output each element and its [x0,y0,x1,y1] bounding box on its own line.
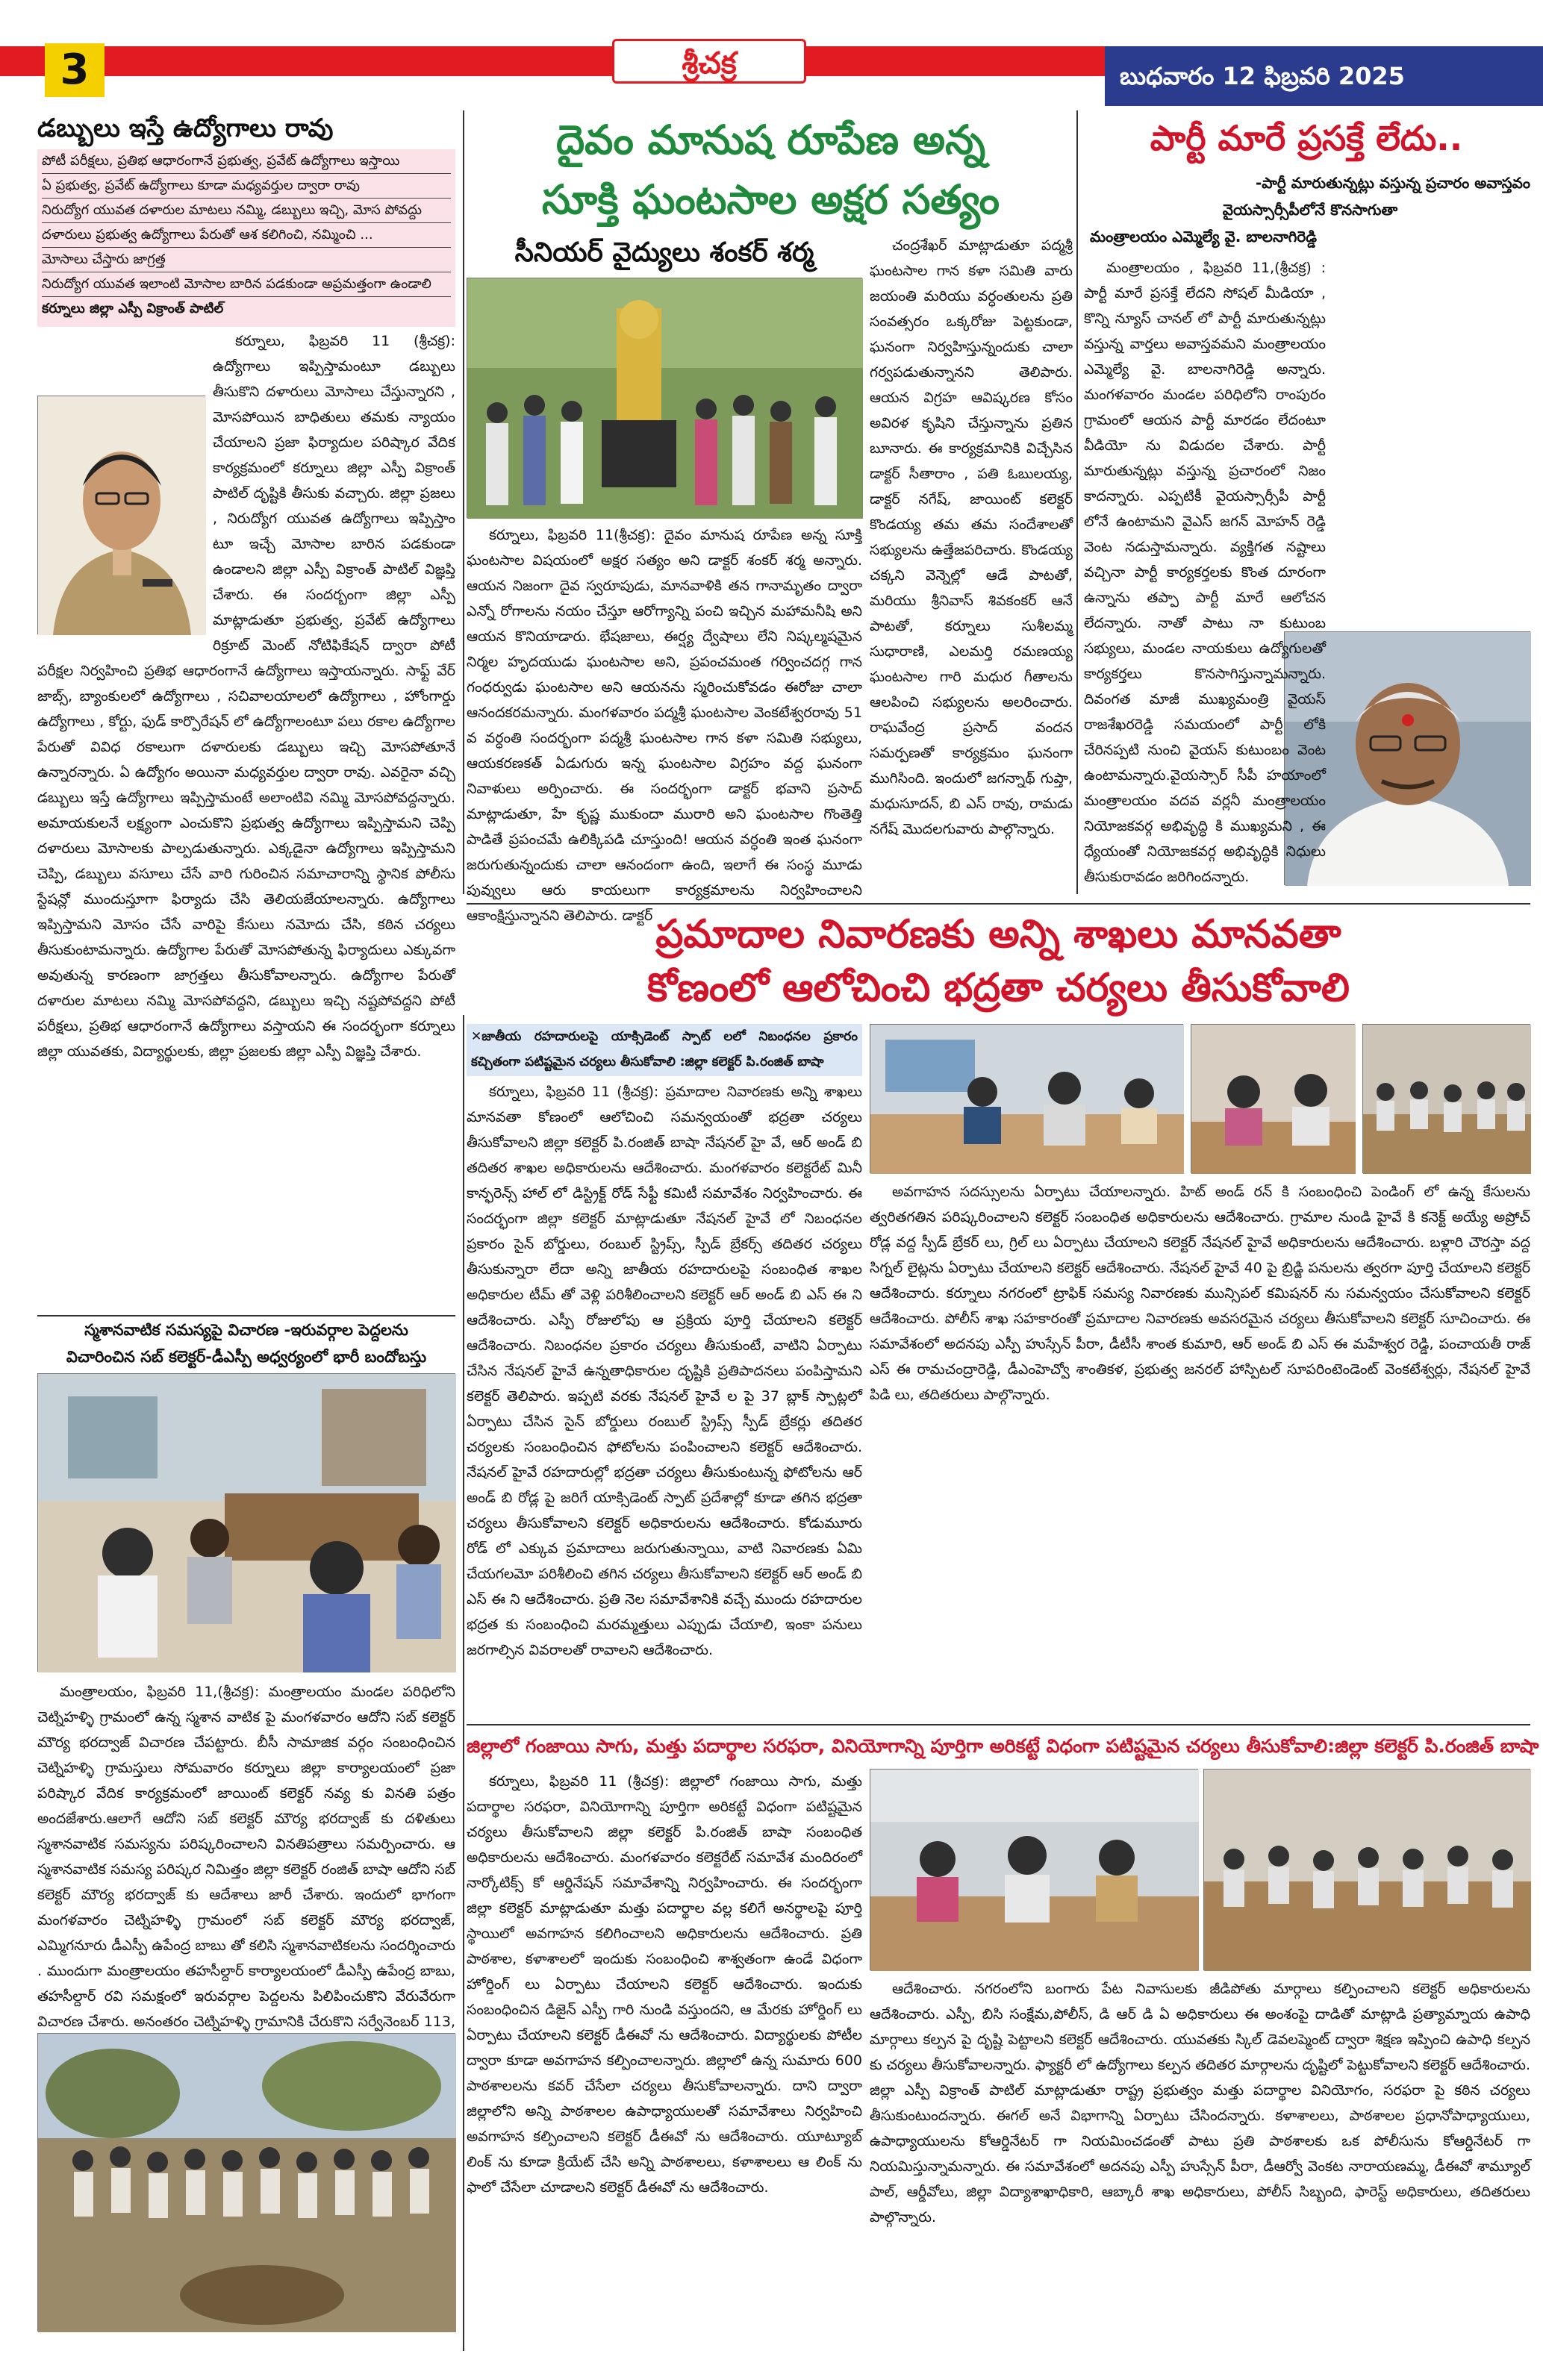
page-number: 3 [45,43,105,97]
center-story-body-left [467,522,862,924]
left-story2-paragraph: మంత్రాలయం, ఫిబ్రవరి 11,(శ్రీచక్ర): మంత్రాలయం మండల పరిధిలోని చెట్నిహళ్ళి గ్రామంలో ఉన్న స్మశాన వాటిక పై మంగళవారం ఆదోని సబ్ కలెక్టర్ మౌర్య భరద్వాజ్ విచారణ చేపట్టారు. బీసీ సామాజిక వర్గం సంబంధించిన చెట్నిహళ్ళి గ్రామస్తులు సోమవారం కర్నూలు జిల్లా కార్యాలయంలో ప్రజా పరిష్కార వేదిక కార్యక్రమంలో జాయింట్ కలెక్టర్ నవ్య కు వినతి పత్రం అందజేశారు.ఆలాగే ఆదోని సబ్ కలెక్టర్ మౌర్య భరద్వాజ్ కు దళితులు స్మశానవాటిక సమస్యను పరిష్కరించాలని వినతిపత్రాలు సమర్పించారు. ఆ స్మశానవాటిక సమస్య పరిష్కర నిమిత్తం జిల్లా కలెక్టర్ రంజిత్ బాషా ఆదోని సబ్ కలెక్టర్ మౌర్య భరద్వాజ్ కు ఆదేశాలు జారీ చేశారు. ఇందులో భాగంగా మంగళవారం చెట్నిహళ్ళి గ్రామంలో సబ్ కలెక్టర్ మౌర్య భరద్వాజ్, ఎమ్మిగనూరు డీఎస్పీ ఉపేంద్ర బాబు తో కలిసి స్మశానవాటికలను సందర్శించారు . ముందుగా మంత్రాలయం తహసీల్దార్ కార్యాలయంలో డీఎస్పీ ఉపేంద్ర బాబు, తహసీల్దార్ రవి సమక్షంలో ఇరువర్గాల పెద్దలను పిలిపించుకొని వేరువేరుగా విచారణ చేశారు. అనంతరం చెట్నిహళ్ళి గ్రామానికి చేరుకొని సర్వేనెంబర్ 113, [37,1684,455,2030]
left-story-body [37,328,455,1312]
accident-body-left [467,1079,862,1720]
column-rule [463,110,464,894]
portrait-spacer [37,328,213,642]
ganja-paragraph: కర్నూలు, ఫిబ్రవరి 11 (శ్రీచక్ర): జిల్లాలో గంజాయి సాగు, మత్తు పదార్థాల సరఫరా, వినియోగాన్ని పూర్తిగా అరికట్టే విధంగా పటిష్టమైన చర్యలు తీసుకోవాలని జిల్లా కలెక్టర్ పి.రంజిత్ బాషా సంబంధిత అధికారులను ఆదేశించారు. మంగళవారం కలెక్టరేట్ సమావేశ మందిరంలో నార్కోటిక్స్ కో ఆర్డినేషన్ సమావేశాన్ని నిర్వహించారు. ఈ సందర్భంగా జిల్లా కలెక్టర్ మాట్లాడుతూ మత్తు పదార్థాల వల్ల కలిగే అనర్థాలపై పూర్తి స్థాయిలో అవగాహన కలిగించాలని అధికారులను ఆదేశించారు. ప్రతి పాఠశాల, కళాశాలలో ఇందుకు సంబంధించి శాశ్వతంగా ఉండే విధంగా హోర్డింగ్ లు ఏర్పాటు చేయాలని కలెక్టర్ ఆదేశించారు. ఇందుకు సంబంధించిన డిజైన్ ఎస్పీ గారి నుండి వస్తుందని, ఆ మేరకు హోర్డింగ్ లు ఏర్పాటు చేయాలని కలెక్టర్ డీఈవో ను ఆదేశించారు. విద్యార్థులకు పోటీల ద్వారా కూడా అవగాహన కల్పించాలన్నారు. జిల్లాలో ఉన్న సుమారు 600 పాఠశాలలను కవర్ చేసేలా చర్యలు తీసుకోవాలన్నారు. దాని ద్వారా జిల్లాలోని అన్ని పాఠశాలల ఉపాధ్యాయులతో సమావేశాలు నిర్వహించి అవగాహన కల్పించాలని కలెక్టర్ డీఈవో ను ఆదేశించారు. యూట్యూబ్ లింక్ ను కూడా క్రియేట్ చేసి అన్ని పాఠశాలలు, కళాశాలలు ఆ లింక్ ను ఫాలో చేసేలా చూడాలని కలెక్టర్ డీఈవో ను ఆదేశించారు. [467,1773,862,2196]
accident-paragraph: కర్నూలు, ఫిబ్రవరి 11 (శ్రీచక్ర): ప్రమాదాల నివారణకు అన్ని శాఖలు మానవతా కోణంలో ఆలోచించి సమన్వయంతో భద్రతా చర్యలు తీసుకోవాలని జిల్లా కలెక్టర్ పి.రంజిత్ బాషా నేషనల్ హై వే, ఆర్ అండ్ బి తదితర శాఖల అధికారులను ఆదేశించారు. మంగళవారం కలెక్టరేట్ మినీ కాన్ఫరెన్స్ హాల్ లో డిస్ట్రిక్ట్ రోడ్ సేఫ్టీ కమిటీ సమావేశం నిర్వహించారు. ఈ సందర్భంగా జిల్లా కలెక్టర్ మాట్లాడుతూ నేషనల్ హైవే లో నిబంధనల ప్రకారం సైన్ బోర్డులు, రంబుల్ స్ట్రిప్స్, స్పీడ్ బ్రేకర్స్ తదితర చర్యలు తీసుకున్నారా లేదా అన్ని జాతీయ రహదారులపై సంబంధిత శాఖల అధికారుల టీమ్ తో వెళ్లి పరిశీలించాలని కలెక్టర్ ఆర్ అండ్ బి ఎస్ ఈ ని ఆదేశించారు. ఎస్పీ రోజులోపు ఆ ప్రక్రియ పూర్తి చేయాలని కలెక్టర్ ఆదేశించారు. నిబంధనల ప్రకారం చర్యలు తీసుకుంటే, వాటిని ఏర్పాటు చేసిన నేషనల్ హైవే ఉన్నతాధికారుల దృష్టికి ప్రతిపాదనలు పంపిస్తామని కలెక్టర్ తెలిపారు. ఇప్పటి వరకు నేషనల్ హైవే ల పై 37 బ్లాక్ స్పాట్లలో ఏర్పాటు చేసిన సైన్ బోర్డులు రంబుల్ స్ట్రిప్స్ స్పీడ్ బ్రేకర్లు తదితర చర్యలకు సంబంధించిన ఫోటోలను పంపించాలని కలెక్టర్ ఆదేశించారు. నేషనల్ హైవే రహదారుల్లో భద్రతా చర్యలు తీసుకుంటున్న ఫోటోలను ఆర్ అండ్ బి రోడ్ల పై జరిగే యాక్సిడెంట్ స్పాట్ ప్రదేశాల్లో కూడా తగిన భద్రతా చర్యలు తీసుకోవాలని కలెక్టర్ అధికారులను ఆదేశించారు. కోడుమూరు రోడ్ లో ఎక్కువ ప్రమాదాలు జరుగుతున్నాయి, వాటి నివారణకు ఏమి చేయగలమో పరిశీలించి తగిన చర్యలు తీసుకోవాలని కలెక్టర్ ఆర్ అండ్ బి ఎస్ ఈ ని ఆదేశించారు. ప్రతి నెల సమావేశానికి వచ్చే ముందు రహదారుల భద్రత కు సంబంధించి మరమ్మత్తులు ఎప్పుడు చేయాలి, ఇంకా పనులు జరగాల్సిన వివరాలతో రావాలని ఆదేశించారు. [467,1084,862,1658]
meeting-photo-icon [1191,1025,1356,1174]
paper-logo: శ్రీచక్ర [612,39,806,84]
center-story-paragraph: చంద్రశేఖర్ మాట్లాడుతూ పద్మశ్రీ ఘంటసాల గాన కళా సమితి వారు జయంతి మరియు వర్ధంతులను ప్రతి సంవత్సరం ఒక్కరోజు పెట్టకుండా, ఘనంగా నిర్వహిస్తున్నందుకు చాలా గర్వపడుతున్నానని తెలిపారు. ఆయన విగ్రహ ఆవిష్కరణ కోసం అవిరళ కృషిని చేస్తున్నాను ప్రతిన బూనారు. ఈ కార్యక్రమానికి విచ్చేసిన డాక్టర్ సీతారాం , పతి ఓబులయ్య, డాక్టర్ నగేష్, జాయింట్ కలెక్టర్ కొండయ్య తమ తమ సందేశాలతో సభ్యులను ఉత్తేజపరిచారు. కొండయ్య చక్కని వెన్నెల్లో ఆడే పాటతో, మరియు శ్రీనివాస్ శివకంకర్ ఆనే పాటతో, కర్నూలు సుశీలమ్మ సుధారాణి, ఎలమర్తి రమణయ్య ఘంటసాల గారి మధుర గీతాలను ఆలపించి సభ్యులను అలరించారు. రాఘవేంద్ర ప్రసాద్ వందన సమర్పణతో కార్యక్రమం ఘనంగా ముగిసింది. ఇందులో జగన్నాథ్ గుప్తా, మధుసూదన్, బి ఎస్ రావు, రామడు నగేష్ మొదలగువారు పాల్గొన్నారు. [870,237,1073,837]
right-bullet: -పార్టీ మారుతున్నట్లు వస్తున్న ప్రచారం అవాస్తవం [1256,174,1530,192]
accident-paragraph: అవగాహన సదస్సులను ఏర్పాటు చేయాలన్నారు. హిట్ అండ్ రన్ కి సంబంధించి పెండింగ్ లో ఉన్న కేసులను త్వరితగతిన పరిష్కరించాలని కలెక్టర్ సంబంధిత అధికారులను ఆదేశించారు. గ్రామాల నుండి హైవే కి కనెక్ట్ అయ్యే అప్రోచ్ రోడ్ల వద్ద స్పీడ్ బ్రేకర్ లు, గ్రిల్ లు ఏర్పాటు చేయాలని కలెక్టర్ నేషనల్ హైవే అధికారులను ఆదేశించారు. బళ్లారి చౌరస్తా వద్ద సిగ్నల్ లైట్లను ఏర్పాటు చేయాలని కలెక్టర్ ఆదేశించారు. నేషనల్ హైవే 40 పై బ్రిడ్జి పనులను త్వరగా పూర్తి చేయాలని కలెక్టర్ ఆదేశించారు. కర్నూలు నగరంలో ట్రాఫిక్ సమస్య నివారణకు మున్సిపల్ కమిషనర్ ను సమన్వయం చేసుకోవాలని కలెక్టర్ ఆదేశించారు. పోలీస్ శాఖ సహకారంతో ప్రమాదాల నివారణకు అవసరమైన చర్యలు తీసుకోవాలని కలెక్టర్ సూచించారు. ఈ సమావేశంలో అదనపు ఎస్పీ హుస్సేన్ పీరా, డీటీసీ శాంత కుమారి, ఆర్ అండ్ బి ఎస్ ఈ మహేశ్వర రెడ్డి, పంచాయతీ రాజ్ ఎస్ ఈ రామచంద్రారెడ్డి, డీఎంహెచ్వో శాంతికళ, ప్రభుత్వ జనరల్ హాస్పిటల్ సూపరింటెండెంట్ వెంకటేశ్వర్లు, నేషనల్ హైవే పిడి లు, తదితరులు పాల్గొన్నారు. [870,1184,1530,1403]
left-story2-title-line2: విచారించిన సబ్ కలెక్టర్-డీఎస్పీ అధ్వర్యంలో భారీ బందోబస్తు [66,1348,427,1366]
accident-body-right [870,1179,1530,1720]
meeting-photo-icon [1204,1770,1531,1971]
ganja-headline: జిల్లాలో గంజాయి సాగు, మత్తు పదార్థాల సరఫరా, వినియోగాన్ని పూర్తిగా అరికట్టే విధంగా పటిష్టమైన చర్యలు తీసుకోవాలి:జిల్లా కలెక్టర్ పి.రంజిత్ బాషా [467,1735,1539,1757]
right-bullet: వైయస్సార్సీపీలోనే కొనసాగుతా [1222,201,1398,219]
left-story2-heading [37,1315,455,1370]
left-story2-body [37,1679,455,2030]
center-story-paragraph: కర్నూలు, ఫిబ్రవరి 11(శ్రీచక్ర): దైవం మానుష రూపేణ అన్న సూక్తి ఘంటసాల విషయంలో అక్షర సత్యం అని డాక్టర్ శంకర్ శర్మ అన్నారు. ఆయన నిజంగా దైవ స్వరూపుడు, మానవాళికి తన గానామృతం ద్వారా ఎన్నో రోగాలను నయం చేస్తూ ఆరోగ్యాన్ని పంచి ఇచ్చిన మహామనీషి అని ఆయన కొనియాడారు. భేషజాలు, ఈర్ష్య ద్వేషాలు లేని నిష్కల్మషమైన నిర్మల హృదయుడు ఘంటసాల అని, ప్రపంచమంత గర్వించదగ్గ గాన గంధర్వుడు ఘంటసాల అని ఆయనను స్మరించుకోవడం ఈరోజు చాలా ఆనందకరమన్నారు. మంగళవారం పద్మశ్రీ ఘంటసాల వెంకటేశ్వరరావు 51 వ వర్ధంతి సందర్భంగా పద్మశ్రీ ఘంటసాల గాన కళా సమితి సభ్యులు, ఆయకరణకత్ ఏడుగురు ఇన్న ఘంటసాల విగ్రహం వద్ద ఘనంగా నివాళులు అర్పించారు. ఈ సందర్భంగా డాక్టర్ భవాని ప్రసాద్ మాట్లాడుతూ, హే కృష్ణ ముకుందా మురారి అని ఘంటసాల గొంతెత్తి పాడితే ప్రపంచమే ఉలిక్కిపడి చూస్తుంది! ఆయన వర్ధంతి ఇంత ఘనంగా జరుగుతున్నందుకు చాలా ఆనందంగా ఉంది, ఇలాగే ఈ సంస్థ మూడు పువ్వులు ఆరు కాయలుగా కార్యక్రమాలను నిర్వహించాలని ఆకాంక్షిస్తున్నానని తెలిపారు. డాక్టర్ [467,527,862,924]
right-story-paragraph: మంత్రాలయం , ఫిబ్రవరి 11,(శ్రీచక్ర) : పార్టీ మారే ప్రసక్తే లేదని సోషల్ మీడియా , కొన్ని న్యూస్ చానల్ లో పార్టీ మారుతున్నట్లు వస్తున్న వార్తలు అవాస్తవమని మంత్రాలయం ఎమ్మెల్యే వై. బాలనాగిరెడ్డి అన్నారు. మంగళవారం మండల పరిధిలోని రాంపురం గ్రామంలో ఆయన పార్టీ మారడం లేదంటూ వీడియో ను విడుదల చేశారు. పార్టీ మారుతున్నట్లు వస్తున్న ప్రచారంలో నిజం కాదన్నారు. ఎప్పటికీ వైయస్సార్సీపీ పార్టీ లోనే ఉంటామని వైఎస్ జగన్ మోహన్ రెడ్డి వెంట నడుస్తామన్నారు. వ్యక్తిగత నష్టాలు వచ్చినా పార్టీ కార్యకర్తలకు కొంత దూరంగా ఉన్నాను తప్పా పార్టీ మారే ఆలోచన లేదన్నారు. నాతో పాటు నా కుటుంబ సభ్యులు, మండల నాయకులు ఉద్యోగులతో కార్యకర్తలు కొనసాగిస్తున్నామన్నారు. దివంగత మాజీ ముఖ్యమంత్రి వైయస్ రాజశేఖరరెడ్డి సమయంలో పార్టీ లోకి చేరినప్పటి నుంచి వైయస్ కుటుంబం వెంట ఉంటామన్నారు.వైయస్సార్ సీపీ హయాంలో మంత్రాలయం వదవ వర్లనీ మంత్రాలయం నియోజకవర్గ అభివృద్ధి కి ముఖ్యమని , ఈ ధ్యేయంతో నియోజకవర్గ అభివృద్ధికి నిధులు తీసుకురావడం జరిగిందన్నారు. [1084,260,1326,885]
mid-banner-line1: ప్రమాదాల నివారణకు అన్ని శాఖలు మానవతా [655,912,1341,957]
center-story-body-right [870,233,1073,896]
meeting-photo-icon [870,1025,1184,1174]
left-bullet: పోటీ పరీక్షలు, ప్రతిభ ఆధారంగానే ప్రభుత్వ, ప్రవేట్ ఉద్యోగాలు ఇస్తాయి [42,149,451,174]
column-rule [463,1015,464,2351]
column-rule [1076,110,1078,894]
masthead-red-bar [0,46,1105,76]
center-headline-line2: సూక్తి ఘంటసాల అక్షర సత్యం [541,176,1000,223]
right-byline: మంత్రాలయం ఎమ్మెల్యే వై. బాలనాగిరెడ్డి [1090,228,1318,246]
right-story-body [1084,255,1532,894]
ganja-body-left [467,1769,862,2351]
meeting-photo-right [1362,1024,1530,1173]
meeting-photo-icon [870,1770,1199,1971]
inspection-photo-icon [38,1374,456,1672]
crowd-photo-icon [38,2034,456,2332]
section-divider [467,1724,1530,1725]
right-headline: పార్టీ మారే ప్రసక్తే లేదు.. [1150,118,1463,158]
crowd-photo [37,2033,455,2331]
section-divider [467,903,1530,905]
mid-banner-line2: కోణంలో ఆలోచించి భద్రతా చర్యలు తీసుకోవాలి [646,966,1350,1011]
meeting-photo-mid [1191,1024,1355,1173]
center-subheadline: సీనియర్ వైద్యులు శంకర్ శర్మ [514,237,814,268]
masthead-blue-bar [1105,46,1543,106]
meeting-photo-icon [1363,1025,1531,1174]
left-bullet: నిరుద్యోగ యువత దళారుల మాటలు నమ్మి, డబ్బులు ఇచ్చి, మోస పోవద్దు [42,199,451,223]
left-story-paragraph: కర్నూలు, ఫిబ్రవరి 11 (శ్రీచక్ర): ఉద్యోగాలు ఇప్పిస్తామంటూ డబ్బులు తీసుకొని దళారులు మోసాలు చేస్తున్నారని , మోసపోయిన బాధితులు తమకు న్యాయం చేయాలని ప్రజా ఫిర్యాదుల పరిష్కార వేదిక కార్యక్రమంలో కర్నూలు జిల్లా ఎస్పీ విక్రాంత్ పాటిల్ దృష్టికి తీసుకు వచ్చారు. జిల్లా ప్రజలు , నిరుద్యోగ యువత ఉద్యోగాలు ఇప్పిస్తాం టూ ఇచ్చే మోసాల బారిన పడకుండా ఉండాలని జిల్లా ఎస్పీ విక్రాంత్ పాటిల్ విజ్ఞప్తి చేశారు. ఈ సందర్బంగా జిల్లా ఎస్పీ మాట్లాడుతూ ప్రభుత్వ, ప్రవేట్ ఉద్యోగాలు రిక్రూట్ మెంట్ నోటిఫికేషన్ ద్వారా పోటీ పరీక్షల నిర్వహించి ప్రతిభ ఆధారంగానే ఉద్యోగాలు ఇస్తాయన్నారు. సాఫ్ట్ వేర్ జాబ్స్, బ్యాంకులలో ఉద్యోగాలు , సచివాలయాలలో ఉద్యోగాలు , హోంగార్డు ఉద్యోగాలు , కోర్టు, ఫుడ్ కార్పొరేషన్ లో ఉద్యోగాలంటూ పలు రకాల ఉద్యోగాల పేరుతో వివిధ రకాలుగా దళారులకు డబ్బులు ఇచ్చి మోసపోతూనే ఉన్నారన్నారు. ఏ ఉద్యోగం అయినా మధ్యవర్తుల ద్వారా రావు. ఎవరైనా వచ్చి డబ్బులు ఇస్తే ఉద్యోగాలు ఇప్పిస్తామంటే అలాంటివి నమ్మి మోసపోవద్దన్నారు. అమాయకులనే లక్ష్యంగా ఎంచుకొని ప్రభుత్వ ఉద్యోగాలు ఇప్పిస్తామని చెప్పి దళారులు మోసాలకు పాల్పడుతున్నారు. ఎక్కడైనా ఉద్యోగాలు ఇప్పిస్తామని చెప్పి, డబ్బులు వసూలు చేసే వారి గురించిన సమాచారాన్ని స్థానిక పోలీసు స్టేషన్లో ముందుస్తూగా ఫిర్యాదు చేసి తెలియజేయాలన్నారు. ఉద్యోగాలు ఇప్పిస్తామని మోసం చేసే వారిపై కేసులు నమోదు చేసి, కఠిన చర్యలు తీసుకుంటామన్నారు. ఉద్యోగాల పేరుతో మోసపోతున్న ఫిర్యాదులు ఎక్కువగా అవుతున్న కారణంగా జాగ్రత్తలు తీసుకోవాలన్నారు. ఉద్యోగాల పేరుతో దళారుల మాటలు నమ్మి మోసపోవద్దని, డబ్బులు ఇచ్చి నష్టపోవద్దని పోటీ పరీక్షలు, ప్రతిభ ఆధారంగానే ఉద్యోగాలు వస్తాయని ఈ సందర్భంగా కర్నూలు జిల్లా యువతకు, విద్యార్థులకు, జిల్లా ప్రజలకు జిల్లా ఎస్పీ విజ్ఞప్తి చేశారు. [37,333,455,1060]
inspection-photo [37,1373,455,1672]
ganja-meeting-photo-2 [1203,1769,1530,1970]
left-bullet: ఏ ప్రభుత్వ, ప్రవేట్ ఉద్యోగాలు కూడా మధ్యవర్తుల ద్వారా రావు [42,174,451,199]
ceremony-photo-icon [467,278,863,519]
left-headline: డబ్బులు ఇస్తే ఉద్యోగాలు రావు [37,113,334,143]
ganja-paragraph: ఆదేశించారు. నగరంలోని బంగారు పేట నివాసులకు జీడిపోతు మార్గాలు కల్పించాలని కలెక్టర్ అధికారులను ఆదేశించారు. ఎస్పీ, బిసి సంక్షేమ,పోలీస్, డి ఆర్ డి ఏ అధికారులు ఈ అంశంపై దాడితో మాట్లాడి ప్రత్యామ్నాయ ఉపాధి మార్గాలు కల్పన పై దృష్టి పెట్టాలని కలెక్టర్ ఆదేశించారు. యువతకు స్కిల్ డెవలప్మెంట్ ద్వారా శిక్షణ ఇప్పించి ఉపాధి కల్పన కు చర్యలు తీసుకోవాలన్నారు. ఫ్యాక్టరీ లో ఉద్యోగాలు కల్పన తదితర మార్గాలను దృష్టిలో పెట్టుకోవాలని కలెక్టర్ ఆదేశించారు. జిల్లా ఎస్పీ విక్రాంత్ పాటిల్ మాట్లాడుతూ రాష్ట్ర ప్రభుత్వం మత్తు పదార్థాల వినియోగం, సరఫరా పై కఠిన చర్యలు తీసుకుంటుందన్నారు. ఈగల్ అనే విభాగాన్ని ఏర్పాటు చేసిందన్నారు. కళాశాలలు, పాఠశాలల ప్రధానోపాధ్యాయులు, ఉపాధ్యాయులను కోఆర్డినేటర్ గా నియమించడంతో పాటు ప్రతి పాఠశాలకు ఒక పోలీసును కోఆర్డినేటర్ గా నియమిస్తున్నామన్నారు. ఈ సమావేశంలో అదనపు ఎస్పీ హుస్సేన్ పీరా, డీఆర్వో వెంకట నారాయణమ్మ, డీఈవో శామ్యూల్ పాల్, ఆర్డీవోలు, జిల్లా విద్యాశాఖాధికారి, ఆబ్కారీ శాఖ అధికారులు, పోలీస్ సిబ్బంది, ఫారెస్ట్ అధికారులు, తదితరులు పాల్గొన్నారు. [870,1981,1530,2226]
left-bullet: నిరుద్యోగ యువత ఇలాంటి మోసాల బారిన పడకుండా అప్రమత్తంగా ఉండాలి [42,272,451,297]
ganja-meeting-photo-1 [870,1769,1198,1970]
ceremony-photo [467,278,862,518]
ganja-body-right [870,1976,1530,2351]
center-headline-line1: దైవం మానుష రూపేణ అన్న [555,116,986,163]
left-bullet: మోసాలు చేస్తారు జాగ్రత్త [42,248,451,272]
left-bullet: దళారులు ప్రభుత్వ ఉద్యోగాలు పేరుతో ఆశ కలిగించి, నమ్మించి ... [42,223,451,248]
left-bullets-box [37,149,455,327]
issue-date: బుధవారం 12 ఫిబ్రవరి 2025 [1120,62,1405,90]
left-story2-title-line1: స్మశానవాటిక సమస్యపై విచారణ -ఇరువర్గాల పెద్దలను [84,1321,408,1339]
meeting-photo-left [870,1024,1183,1173]
left-byline: కర్నూలు జిల్లా ఎస్పీ విక్రాంత్ పాటిల్ [42,301,224,316]
accident-kicker: ✕జాతీయ రహదారులపై యాక్సిడెంట్ స్పాట్ లలో నిబంధనల ప్రకారం కచ్చితంగా పటిష్టమైన చర్యలు తీసుకోవాలి :జిల్లా కలెక్టర్ పి.రంజిత్ బాషా [467,1024,862,1076]
